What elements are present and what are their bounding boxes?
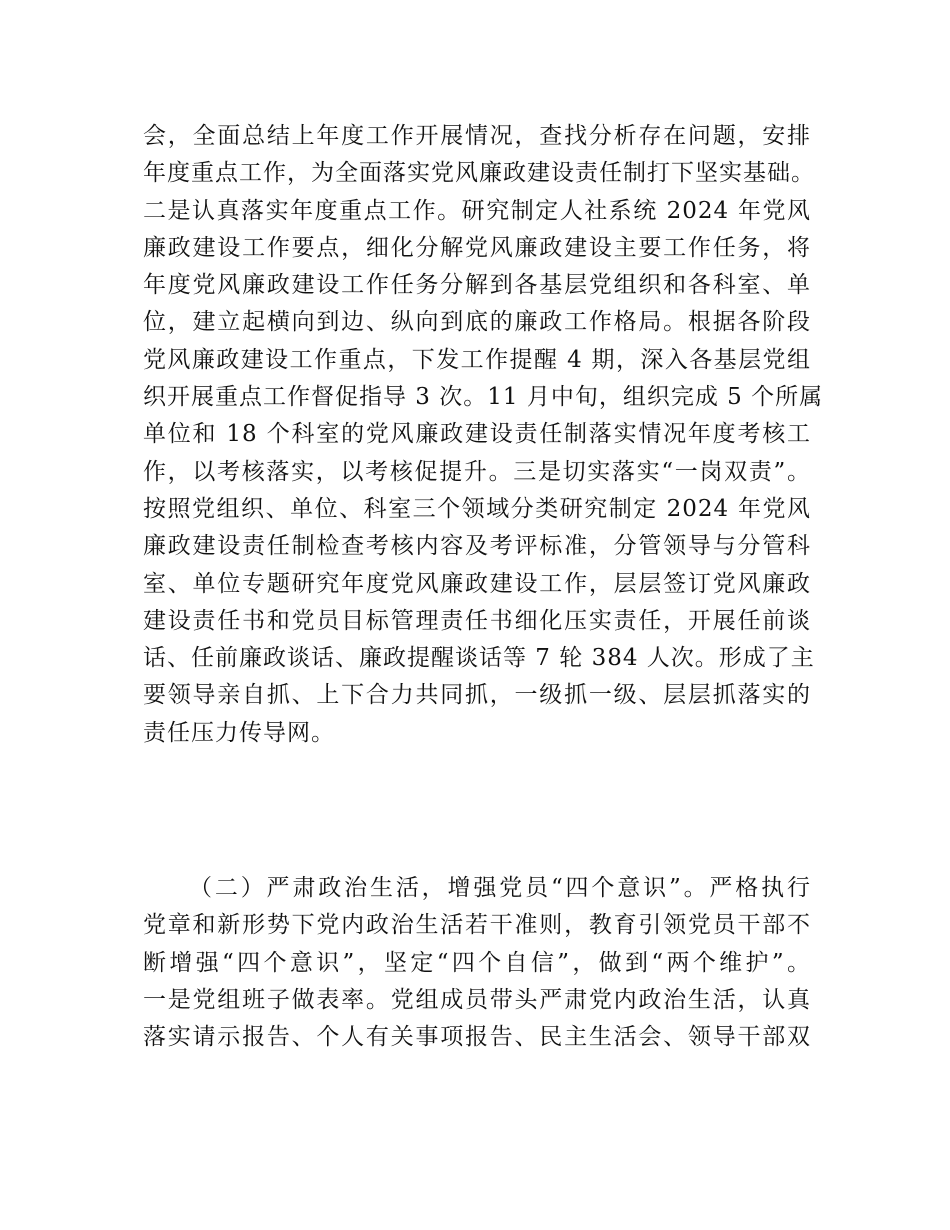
section-heading-line: （二）严肃政治生活，增强党员“四个意识”。严格执行 (189, 875, 811, 901)
text-line: 室、单位专题研究年度党风廉政建设工作，层层签订党风廉政 (143, 570, 811, 597)
text-line: 作，以考核落实，以考核促提升。三是切实落实“一岗双责”。 (143, 458, 811, 485)
text-line: 建设责任书和党员目标管理责任书细化压实责任，开展任前谈 (143, 607, 811, 634)
text-line: 位，建立起横向到边、纵向到底的廉政工作格局。根据各阶段 (143, 309, 811, 336)
text-line: 一是党组班子做表率。党组成员带头严肃党内政治生活，认真 (143, 986, 811, 1013)
text-line: 单位和 18 个科室的党风廉政建设责任制落实情况年度考核工 (143, 421, 811, 448)
text-line: 党章和新形势下党内政治生活若干准则，教育引领党员干部不 (143, 912, 811, 939)
text-line: 落实请示报告、个人有关事项报告、民主生活会、领导干部双 (143, 1024, 811, 1051)
text-line: 织开展重点工作督促指导 3 次。11 月中旬，组织完成 5 个所属 (143, 384, 824, 411)
text-line: 年度党风廉政建设工作任务分解到各基层党组织和各科室、单 (143, 272, 811, 299)
paragraph-political-life (143, 870, 811, 1056)
paragraph-responsibility-system (143, 118, 824, 752)
text-line: 廉政建设责任制检查考核内容及考评标准，分管领导与分管科 (143, 533, 811, 560)
text-line: 年度重点工作，为全面落实党风廉政建设责任制打下坚实基础。 (143, 160, 815, 187)
text-line: 按照党组织、单位、科室三个领域分类研究制定 2024 年党风 (143, 495, 811, 522)
text-line: 要领导亲自抓、上下合力共同抓，一级抓一级、层层抓落实的 (143, 682, 811, 709)
text-line: 党风廉政建设工作重点，下发工作提醒 4 期，深入各基层党组 (143, 346, 811, 373)
text-line: 二是认真落实年度重点工作。研究制定人社系统 2024 年党风 (143, 197, 811, 224)
text-line: 话、任前廉政谈话、廉政提醒谈话等 7 轮 384 人次。形成了主 (143, 645, 815, 672)
text-line: 廉政建设工作要点，细化分解党风廉政建设主要工作任务，将 (143, 234, 811, 261)
text-line: 断增强“四个意识”，坚定“四个自信”，做到“两个维护”。 (143, 949, 811, 976)
text-line: 责任压力传导网。 (143, 719, 335, 746)
text-line: 会，全面总结上年度工作开展情况，查找分析存在问题，安排 (143, 123, 811, 149)
